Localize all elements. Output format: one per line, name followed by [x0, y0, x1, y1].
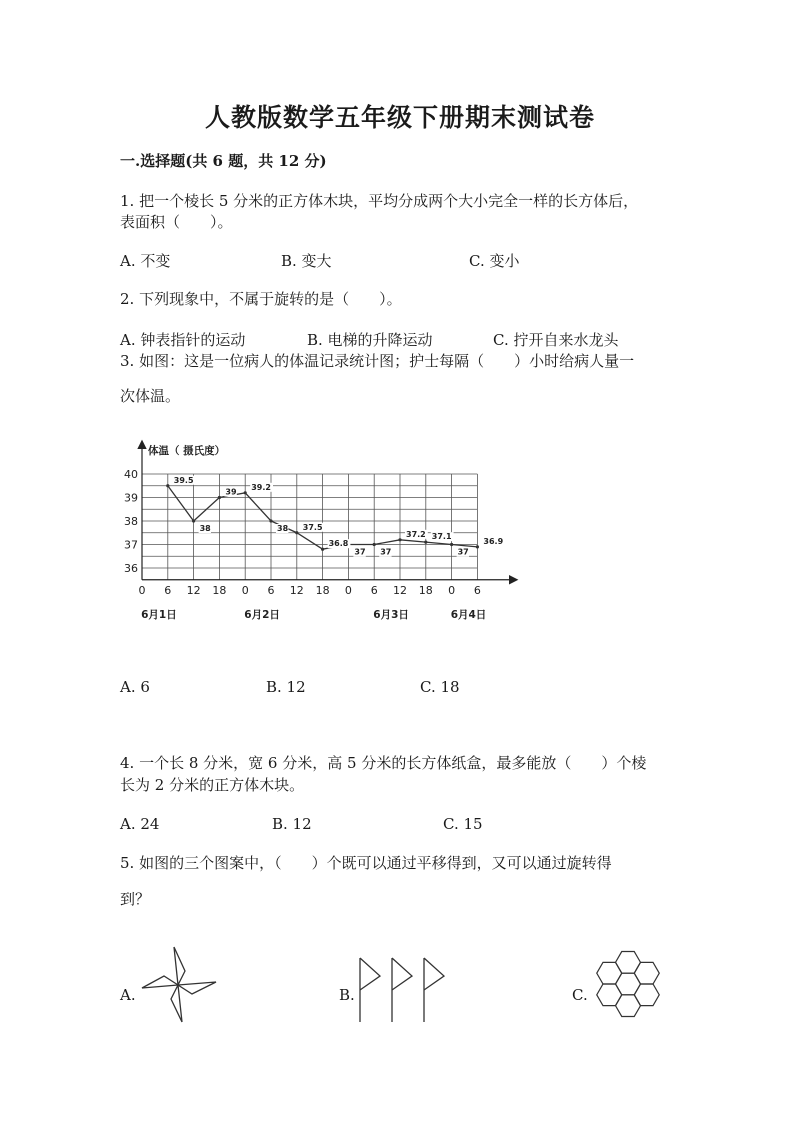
x-tick-label: 6 — [370, 583, 378, 597]
q1-option-a[interactable]: A. 不变 — [120, 252, 171, 270]
q5-option-c[interactable]: C. — [572, 986, 588, 1004]
q5-option-b[interactable]: B. — [339, 986, 355, 1004]
x-tick-label: 12 — [289, 583, 304, 597]
data-point — [244, 491, 247, 494]
data-label: 39 — [225, 487, 237, 497]
day-label: 6月4日 — [450, 608, 487, 621]
q4-stem-line1: 4. 一个长 8 分米，宽 6 分米，高 5 分米的长方体纸盒，最多能放（ ）个棱 — [120, 754, 647, 772]
q1-stem-line2: 表面积（ ）。 — [120, 213, 233, 231]
x-tick-label: 18 — [418, 583, 433, 597]
data-label: 39.2 — [251, 482, 271, 492]
q3-option-c[interactable]: C. 18 — [420, 678, 460, 696]
data-point — [192, 519, 195, 522]
data-label: 37.5 — [302, 522, 323, 532]
data-label: 37.2 — [406, 529, 426, 539]
y-tick-label: 39 — [124, 491, 138, 505]
y-tick-label: 38 — [124, 515, 138, 528]
y-tick-label: 36 — [124, 562, 138, 575]
hexagon-cell — [597, 962, 622, 984]
q2-option-c[interactable]: C. 拧开自来水龙头 — [493, 331, 619, 349]
pinwheel-figure — [140, 944, 220, 1026]
x-tick-label: 0 — [448, 583, 456, 597]
x-tick-label: 12 — [186, 583, 201, 597]
data-label: 37.1 — [431, 532, 452, 542]
q1-stem-line1: 1. 把一个棱长 5 分米的正方体木块，平均分成两个大小完全一样的长方体后， — [120, 192, 639, 210]
q1-option-b[interactable]: B. 变大 — [281, 252, 332, 270]
q5-stem-line1: 5. 如图的三个图案中，（ ）个既可以通过平移得到，又可以通过旋转得 — [120, 854, 612, 872]
data-point — [373, 543, 376, 546]
data-point — [321, 548, 324, 551]
data-point — [424, 541, 427, 544]
hexagon-cell — [634, 984, 659, 1006]
day-label: 6月2日 — [244, 608, 280, 621]
q3-stem-line1: 3. 如图：这是一位病人的体温记录统计图；护士每隔（ ）小时给病人量一 — [120, 352, 635, 370]
data-label: 37 — [380, 547, 392, 557]
q1-option-c[interactable]: C. 变小 — [469, 252, 520, 270]
flags-figure — [356, 956, 456, 1026]
data-point — [218, 496, 221, 499]
x-tick-label: 6 — [473, 583, 481, 597]
data-label: 37 — [354, 547, 366, 557]
x-tick-label: 0 — [344, 583, 352, 597]
data-point — [295, 531, 298, 534]
y-tick-label: 40 — [124, 468, 138, 481]
hexagon-cluster-figure — [588, 942, 668, 1026]
q2-option-a[interactable]: A. 钟表指针的运动 — [120, 331, 246, 349]
data-label: 39.5 — [173, 475, 194, 485]
q4-option-a[interactable]: A. 24 — [120, 815, 160, 833]
data-point — [476, 545, 479, 548]
q4-option-b[interactable]: B. 12 — [272, 815, 312, 833]
x-tick-label: 6 — [164, 583, 172, 597]
q5-stem-line2: 到？ — [120, 890, 151, 908]
q4-stem-line2: 长为 2 分米的正方体木块。 — [120, 776, 305, 794]
q2-option-b[interactable]: B. 电梯的升降运动 — [307, 331, 433, 349]
data-point — [166, 484, 169, 487]
x-tick-label: 12 — [393, 583, 407, 597]
q4-option-c[interactable]: C. 15 — [443, 815, 483, 833]
temperature-line-chart — [120, 436, 540, 636]
hexagon-cell — [597, 984, 622, 1006]
x-tick-label: 18 — [212, 583, 227, 597]
y-tick-label: 37 — [124, 538, 138, 552]
page-title: 人教版数学五年级下册期末测试卷 — [204, 103, 595, 132]
x-tick-label: 18 — [315, 583, 330, 597]
x-tick-label: 0 — [138, 583, 146, 597]
data-label: 36.9 — [483, 536, 504, 546]
data-label: 38 — [199, 524, 211, 533]
q3-stem-line2: 次体温。 — [120, 387, 181, 405]
data-point — [450, 543, 453, 546]
y-axis-title: 体温（ 摄氏度） — [148, 445, 226, 457]
day-label: 6月3日 — [373, 608, 409, 621]
data-point — [269, 519, 272, 522]
x-tick-label: 0 — [241, 583, 249, 597]
q5-option-a[interactable]: A. — [120, 986, 136, 1004]
q3-option-b[interactable]: B. 12 — [266, 678, 306, 696]
x-tick-label: 6 — [267, 583, 275, 597]
q2-stem: 2. 下列现象中，不属于旋转的是（ ）。 — [120, 290, 402, 308]
data-label: 38 — [277, 524, 289, 533]
hexagon-cell — [634, 962, 659, 984]
day-label: 6月1日 — [141, 608, 177, 621]
q3-option-a[interactable]: A. 6 — [120, 678, 150, 696]
data-label: 37 — [457, 547, 469, 557]
section-heading: 一.选择题(共 6 题，共 12 分) — [120, 152, 327, 170]
data-point — [398, 538, 401, 541]
data-label: 36.8 — [328, 539, 349, 549]
